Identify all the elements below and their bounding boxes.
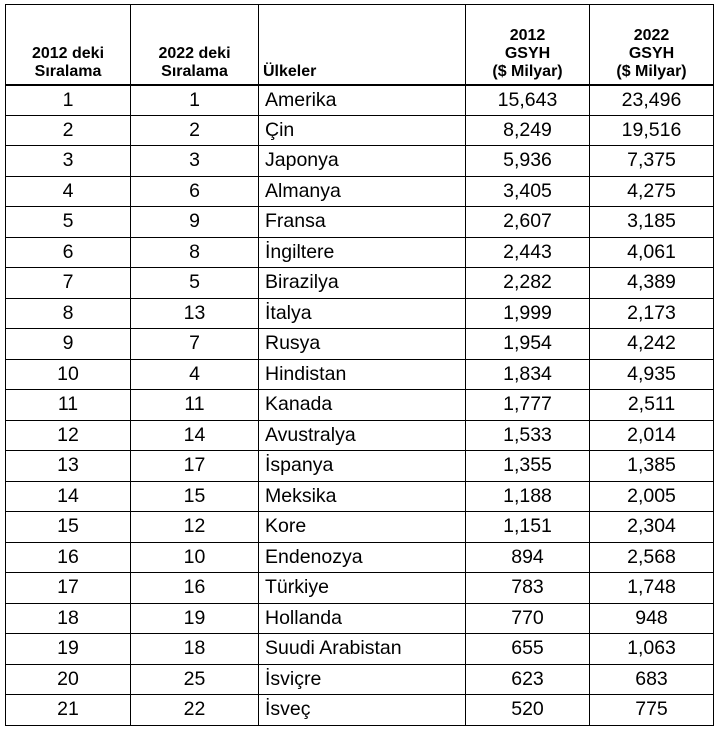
cell-rank-2012: 19 [6, 634, 131, 665]
cell-rank-2022: 8 [131, 237, 259, 268]
cell-country: İngiltere [259, 237, 466, 268]
cell-rank-2022: 18 [131, 634, 259, 665]
cell-rank-2012: 15 [6, 512, 131, 543]
cell-gdp-2012: 894 [466, 542, 590, 573]
table-row [6, 329, 714, 360]
cell-rank-2012: 17 [6, 573, 131, 604]
cell-country: Fransa [259, 207, 466, 238]
cell-gdp-2022: 23,496 [590, 85, 714, 116]
cell-gdp-2022: 4,242 [590, 329, 714, 360]
table-row [6, 237, 714, 268]
cell-country: Birazilya [259, 268, 466, 299]
cell-rank-2012: 2 [6, 115, 131, 146]
cell-gdp-2012: 2,443 [466, 237, 590, 268]
cell-gdp-2012: 1,188 [466, 481, 590, 512]
cell-rank-2022: 10 [131, 542, 259, 573]
table-row [6, 573, 714, 604]
cell-rank-2012: 21 [6, 695, 131, 726]
cell-rank-2022: 13 [131, 298, 259, 329]
cell-rank-2022: 2 [131, 115, 259, 146]
cell-country: Hindistan [259, 359, 466, 390]
cell-rank-2022: 6 [131, 176, 259, 207]
cell-gdp-2012: 2,282 [466, 268, 590, 299]
cell-gdp-2012: 655 [466, 634, 590, 665]
cell-gdp-2012: 5,936 [466, 146, 590, 177]
cell-rank-2022: 17 [131, 451, 259, 482]
cell-rank-2012: 14 [6, 481, 131, 512]
cell-rank-2012: 1 [6, 85, 131, 116]
table-row [6, 695, 714, 726]
cell-gdp-2022: 2,304 [590, 512, 714, 543]
cell-gdp-2012: 1,999 [466, 298, 590, 329]
table-row [6, 207, 714, 238]
cell-rank-2012: 8 [6, 298, 131, 329]
cell-rank-2022: 16 [131, 573, 259, 604]
cell-rank-2022: 5 [131, 268, 259, 299]
cell-rank-2012: 20 [6, 664, 131, 695]
cell-country: İspanya [259, 451, 466, 482]
cell-gdp-2022: 1,748 [590, 573, 714, 604]
cell-gdp-2022: 2,014 [590, 420, 714, 451]
cell-rank-2022: 15 [131, 481, 259, 512]
cell-rank-2012: 11 [6, 390, 131, 421]
cell-gdp-2022: 2,173 [590, 298, 714, 329]
cell-rank-2012: 3 [6, 146, 131, 177]
cell-gdp-2012: 1,533 [466, 420, 590, 451]
cell-rank-2012: 4 [6, 176, 131, 207]
cell-country: Meksika [259, 481, 466, 512]
gdp-ranking-table [5, 4, 714, 726]
table-row [6, 298, 714, 329]
header-row [6, 5, 714, 85]
cell-gdp-2012: 783 [466, 573, 590, 604]
header-gdp-2022: 2022 GSYH ($ Milyar) [590, 5, 714, 85]
cell-gdp-2022: 19,516 [590, 115, 714, 146]
cell-gdp-2012: 2,607 [466, 207, 590, 238]
table-row [6, 603, 714, 634]
cell-gdp-2022: 2,568 [590, 542, 714, 573]
cell-gdp-2022: 4,275 [590, 176, 714, 207]
cell-rank-2022: 3 [131, 146, 259, 177]
cell-country: İtalya [259, 298, 466, 329]
cell-gdp-2012: 1,834 [466, 359, 590, 390]
cell-country: Amerika [259, 85, 466, 116]
cell-gdp-2022: 948 [590, 603, 714, 634]
cell-rank-2012: 18 [6, 603, 131, 634]
table-header [6, 5, 714, 85]
cell-gdp-2012: 520 [466, 695, 590, 726]
cell-country: Suudi Arabistan [259, 634, 466, 665]
cell-gdp-2022: 2,511 [590, 390, 714, 421]
table-body [6, 85, 714, 726]
table-row [6, 115, 714, 146]
cell-gdp-2012: 623 [466, 664, 590, 695]
cell-gdp-2022: 1,063 [590, 634, 714, 665]
cell-rank-2022: 7 [131, 329, 259, 360]
table-row [6, 390, 714, 421]
cell-gdp-2012: 1,954 [466, 329, 590, 360]
cell-country: Almanya [259, 176, 466, 207]
cell-gdp-2012: 3,405 [466, 176, 590, 207]
cell-rank-2012: 9 [6, 329, 131, 360]
header-country: Ülkeler [259, 5, 466, 85]
cell-rank-2022: 9 [131, 207, 259, 238]
cell-country: Kanada [259, 390, 466, 421]
cell-gdp-2022: 3,185 [590, 207, 714, 238]
cell-rank-2022: 1 [131, 85, 259, 116]
table-row [6, 146, 714, 177]
cell-rank-2022: 4 [131, 359, 259, 390]
header-rank-2022: 2022 deki Sıralama [131, 5, 259, 85]
cell-gdp-2012: 1,777 [466, 390, 590, 421]
cell-gdp-2022: 683 [590, 664, 714, 695]
cell-gdp-2012: 1,151 [466, 512, 590, 543]
table-row [6, 512, 714, 543]
table-row [6, 268, 714, 299]
cell-gdp-2022: 4,389 [590, 268, 714, 299]
cell-country: Endenozya [259, 542, 466, 573]
cell-rank-2012: 5 [6, 207, 131, 238]
cell-rank-2022: 14 [131, 420, 259, 451]
table-row [6, 85, 714, 116]
cell-rank-2012: 10 [6, 359, 131, 390]
table-row [6, 664, 714, 695]
cell-rank-2022: 12 [131, 512, 259, 543]
cell-gdp-2022: 7,375 [590, 146, 714, 177]
cell-rank-2012: 6 [6, 237, 131, 268]
table-row [6, 542, 714, 573]
cell-country: Türkiye [259, 573, 466, 604]
header-gdp-2012: 2012 GSYH ($ Milyar) [466, 5, 590, 85]
cell-gdp-2022: 4,061 [590, 237, 714, 268]
table-row [6, 451, 714, 482]
cell-gdp-2022: 775 [590, 695, 714, 726]
table-row [6, 634, 714, 665]
cell-country: Hollanda [259, 603, 466, 634]
table-row [6, 481, 714, 512]
cell-rank-2012: 13 [6, 451, 131, 482]
cell-country: Japonya [259, 146, 466, 177]
cell-country: Avustralya [259, 420, 466, 451]
cell-rank-2012: 16 [6, 542, 131, 573]
cell-gdp-2022: 2,005 [590, 481, 714, 512]
table-row [6, 420, 714, 451]
cell-country: İsviçre [259, 664, 466, 695]
cell-country: İsveç [259, 695, 466, 726]
table-row [6, 359, 714, 390]
cell-country: Çin [259, 115, 466, 146]
cell-gdp-2012: 8,249 [466, 115, 590, 146]
cell-gdp-2012: 770 [466, 603, 590, 634]
cell-gdp-2022: 1,385 [590, 451, 714, 482]
cell-rank-2022: 11 [131, 390, 259, 421]
cell-gdp-2012: 15,643 [466, 85, 590, 116]
cell-gdp-2022: 4,935 [590, 359, 714, 390]
table-row [6, 176, 714, 207]
cell-country: Rusya [259, 329, 466, 360]
cell-rank-2022: 19 [131, 603, 259, 634]
cell-country: Kore [259, 512, 466, 543]
cell-gdp-2012: 1,355 [466, 451, 590, 482]
header-rank-2012: 2012 deki Sıralama [6, 5, 131, 85]
cell-rank-2022: 22 [131, 695, 259, 726]
cell-rank-2012: 7 [6, 268, 131, 299]
cell-rank-2012: 12 [6, 420, 131, 451]
cell-rank-2022: 25 [131, 664, 259, 695]
